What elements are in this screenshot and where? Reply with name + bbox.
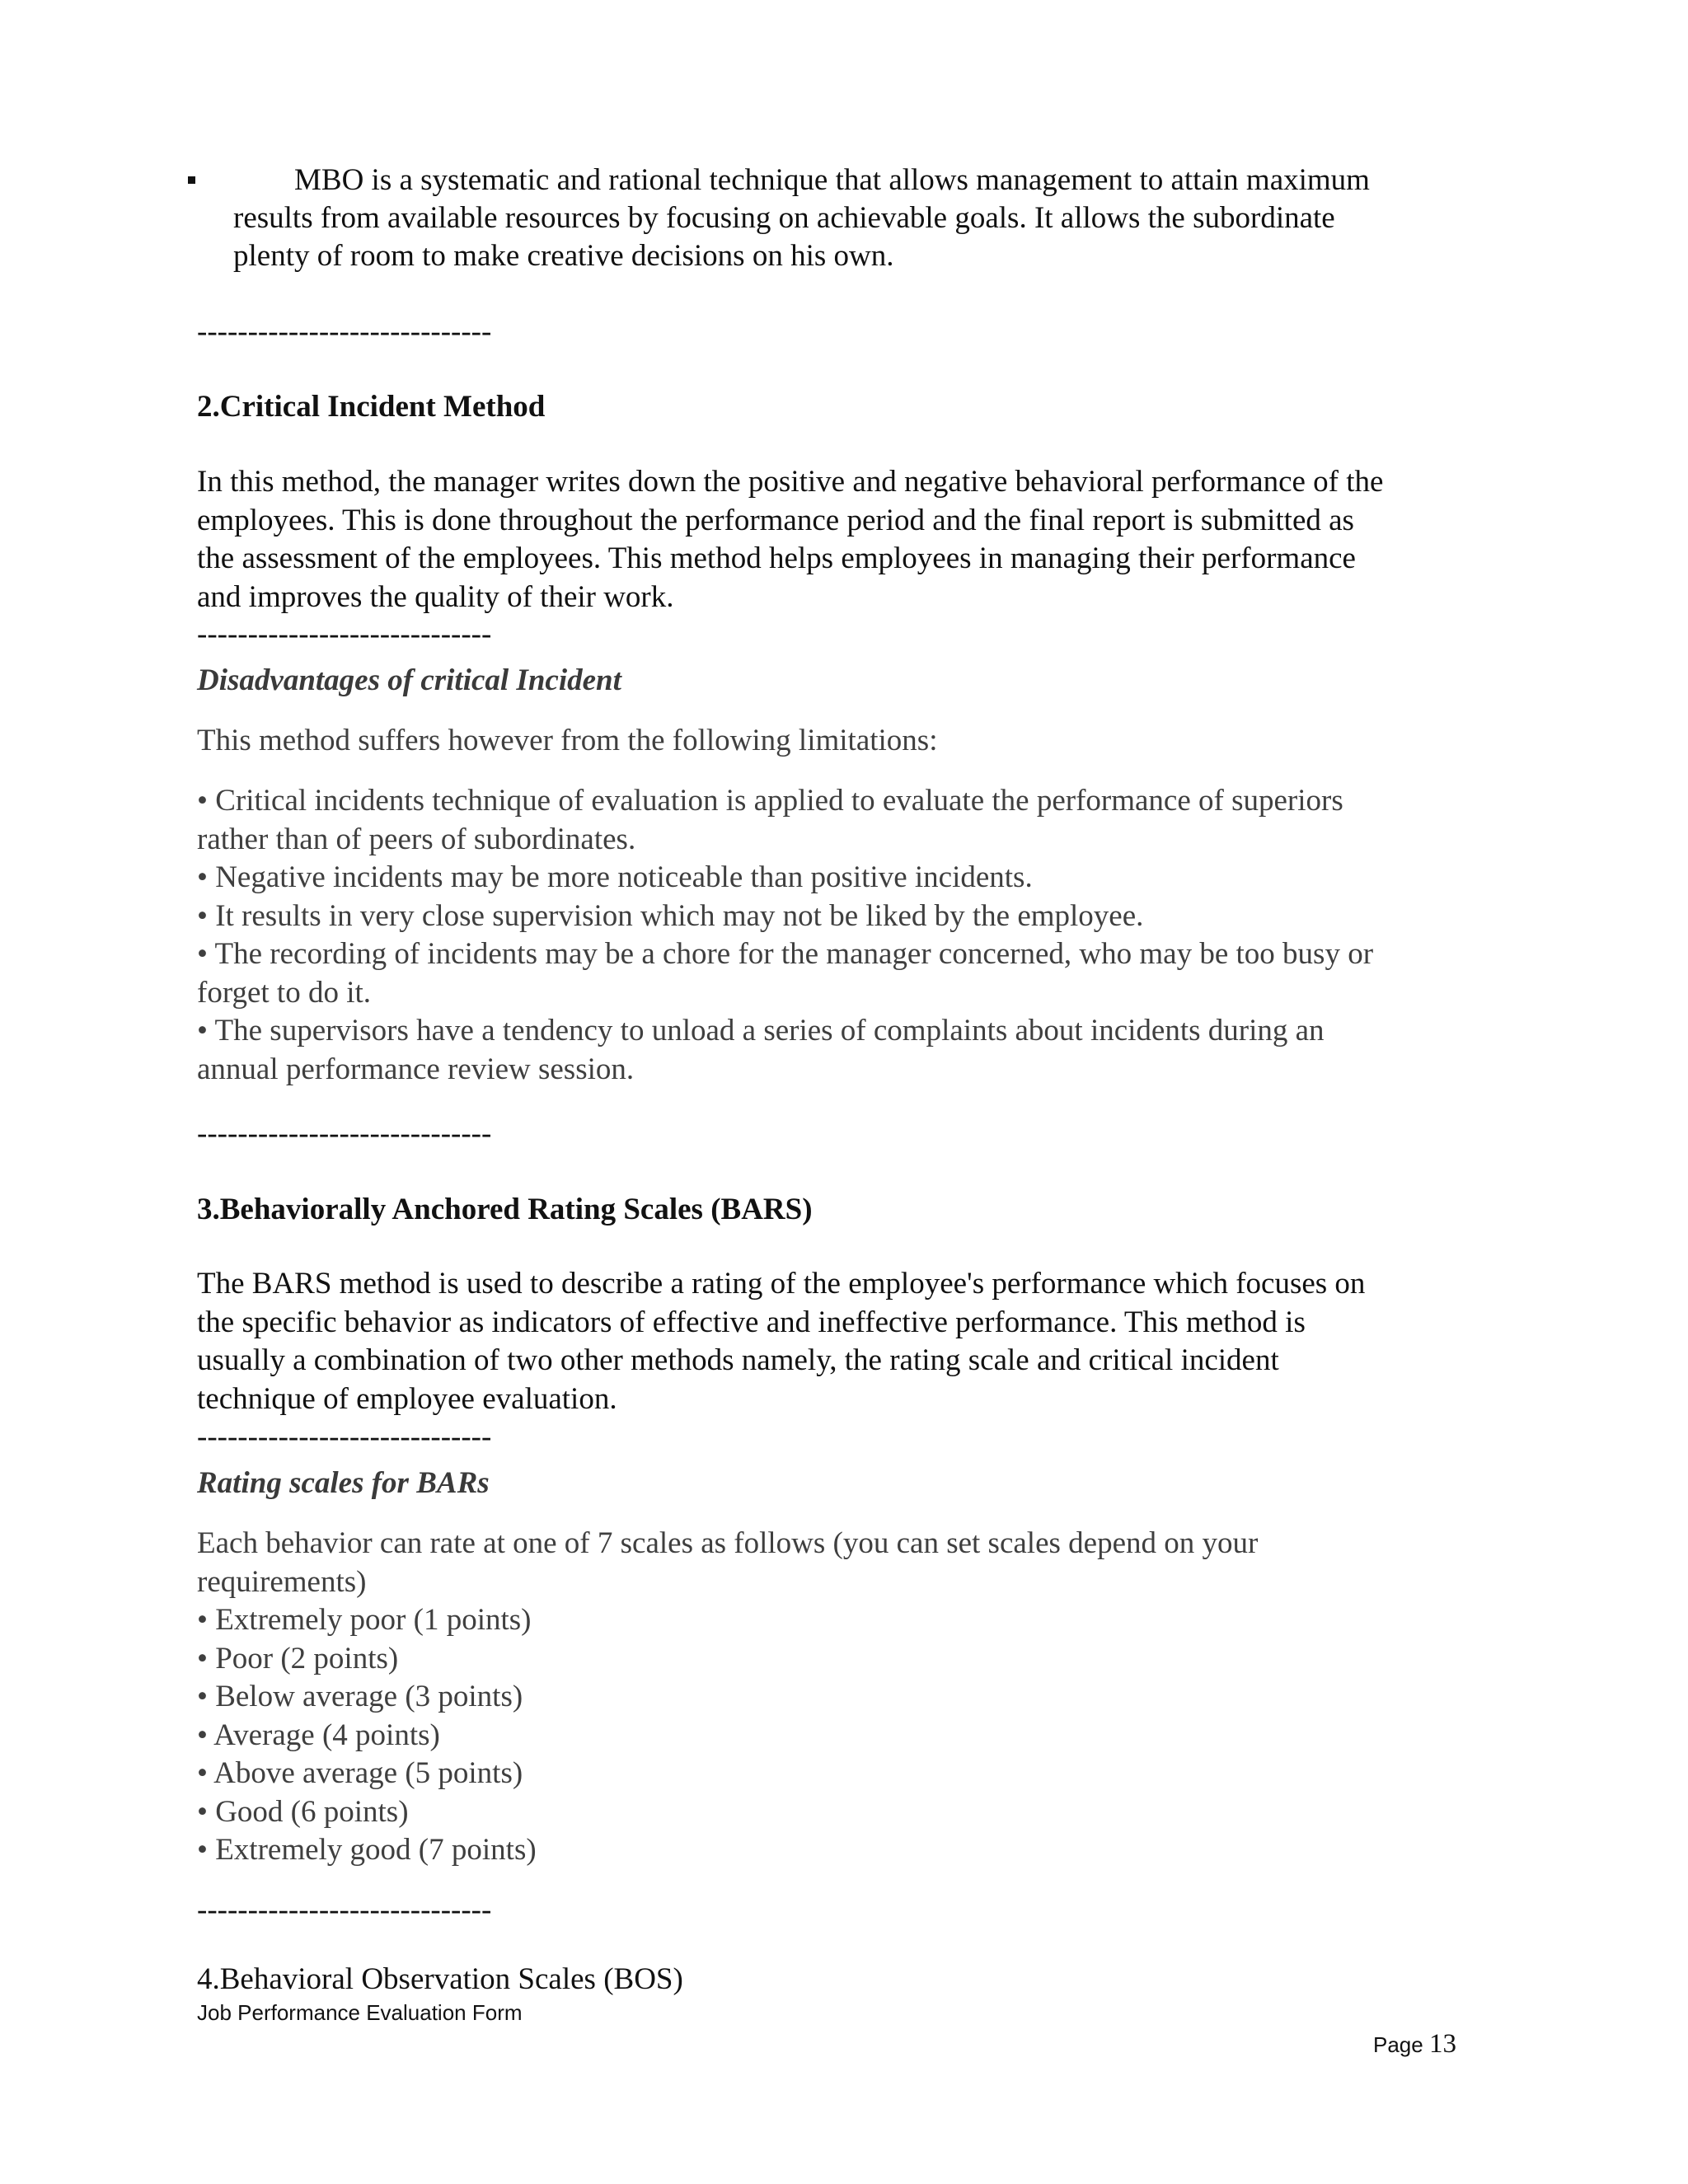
list-item: • Negative incidents may be more noticeable than positive incidents. [197,860,1033,894]
limitations-intro: This method suffers however from the following limitations: [197,724,938,757]
subheading-rating-scales: Rating scales for BARs [197,1466,490,1500]
rating-scales-list [197,1525,1258,1870]
section-heading-bos: 4.Behavioral Observation Scales (BOS) [197,1962,683,1996]
bars-paragraph [197,1265,1365,1418]
list-item: • Average (4 points) [197,1718,440,1752]
list-item: • The recording of incidents may be a chore for the manager concerned, who may be too busy or [197,937,1374,971]
list-item: • Poor (2 points) [197,1641,399,1675]
list-item: • Extremely good (7 points) [197,1833,537,1867]
page-label: Page [1373,2032,1423,2057]
list-item: • It results in very close supervision which may not be liked by the employee. [197,898,1144,933]
critical-incident-paragraph [197,463,1383,616]
paragraph-line: and improves the quality of their work. [197,579,674,614]
mbo-line-1: MBO is a systematic and rational technique that allows management to attain maximum [294,163,1370,197]
list-item: forget to do it. [197,975,372,1010]
separator: ----------------------------- [197,1117,492,1151]
separator: ----------------------------- [197,1893,492,1927]
rating-intro-line: requirements) [197,1564,367,1599]
paragraph-line: the assessment of the employees. This method helps employees in managing their performance [197,541,1356,575]
mbo-line-2: results from available resources by focusing on achievable goals. It allows the subordinate [233,201,1335,235]
paragraph-line: The BARS method is used to describe a rating of the employee's performance which focuses on [197,1267,1366,1301]
list-item: • Extremely poor (1 points) [197,1603,532,1637]
footer-title: Job Performance Evaluation Form [197,2000,523,2025]
section-heading-critical-incident: 2.Critical Incident Method [197,390,546,424]
page-number-value: 13 [1428,2029,1456,2059]
paragraph-line: employees. This is done throughout the performance period and the final report is submitted as [197,503,1354,537]
list-item: • Below average (3 points) [197,1680,523,1713]
list-item: rather than of peers of subordinates. [197,822,636,856]
separator: ----------------------------- [197,315,492,349]
rating-intro-line: Each behavior can rate at one of 7 scales as follows (you can set scales depend on your [197,1526,1259,1560]
section-heading-bars: 3.Behaviorally Anchored Rating Scales (BARS) [197,1193,813,1226]
page-number [1373,2029,1456,2060]
subheading-disadvantages: Disadvantages of critical Incident [197,663,621,697]
square-bullet-icon [188,176,195,184]
mbo-line-3: plenty of room to make creative decisions on his own. [233,239,894,273]
separator: ----------------------------- [197,617,492,651]
paragraph-line: technique of employee evaluation. [197,1381,617,1416]
list-item: • Critical incidents technique of evaluation is applied to evaluate the performance of superiors [197,784,1343,818]
separator: ----------------------------- [197,1420,492,1454]
list-item: • Good (6 points) [197,1794,409,1829]
list-item: • The supervisors have a tendency to unload a series of complaints about incidents during an [197,1014,1325,1047]
paragraph-line: In this method, the manager writes down the positive and negative behavioral performance of the [197,465,1384,499]
limitations-list [197,782,1373,1089]
list-item: • Above average (5 points) [197,1756,523,1790]
paragraph-line: the specific behavior as indicators of effective and ineffective performance. This method is [197,1305,1306,1339]
paragraph-line: usually a combination of two other methods namely, the rating scale and critical incident [197,1343,1279,1377]
list-item: annual performance review session. [197,1052,635,1086]
